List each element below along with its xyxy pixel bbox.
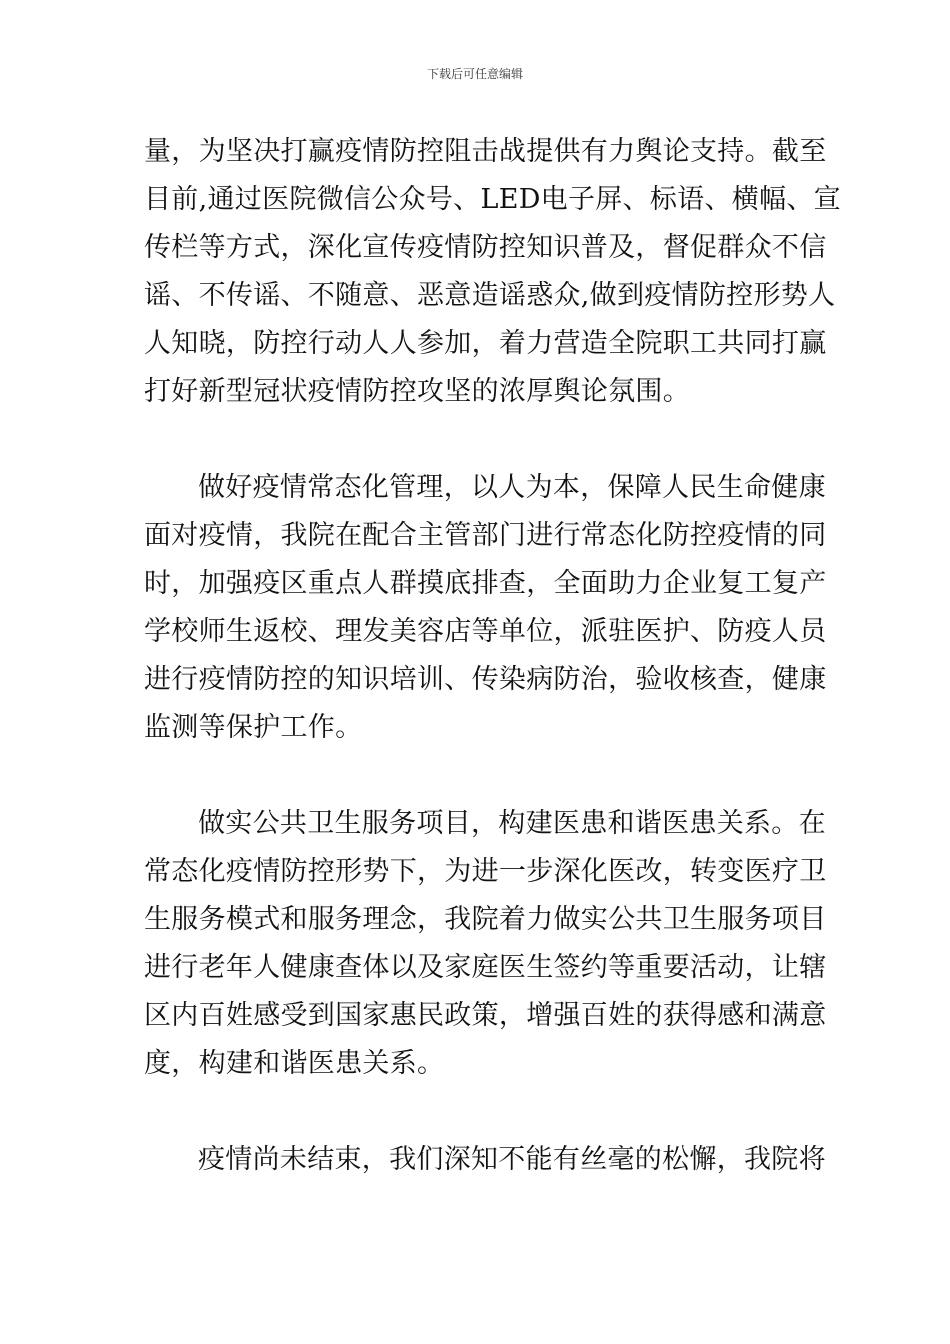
- text-line: 度，构建和谐医患关系。: [144, 1048, 445, 1079]
- text-line: 进行疫情防控的知识培训、传染病防治，验收核查，健康: [144, 664, 827, 695]
- text-line: 常态化疫情防控形势下，为进一步深化医改，转变医疗卫: [144, 856, 827, 887]
- text-line: 监测等保护工作。: [144, 712, 363, 743]
- text-line: 打好新型冠状疫情防控攻坚的浓厚舆论氛围。: [144, 376, 690, 407]
- text-line: 做好疫情常态化管理，以人为本，保障人民生命健康: [198, 472, 826, 503]
- paragraph-4: [144, 1136, 826, 1184]
- text-line: 面对疫情，我院在配合主管部门进行常态化防控疫情的同: [144, 520, 827, 551]
- text-line: 量，为坚决打赢疫情防控阻击战提供有力舆论支持。截至: [144, 136, 827, 167]
- paragraph-1: [144, 128, 841, 416]
- page-header: 下载后可任意编辑: [426, 67, 523, 81]
- text-line: 区内百姓感受到国家惠民政策，增强百姓的获得感和满意: [144, 1000, 827, 1031]
- text-line: 生服务模式和服务理念，我院着力做实公共卫生服务项目: [144, 904, 827, 935]
- text-line: 做实公共卫生服务项目，构建医患和谐医患关系。在: [198, 808, 826, 839]
- document-body: [144, 128, 841, 1232]
- text-line: 目前,通过医院微信公众号、LED电子屏、标语、横幅、宣: [144, 184, 841, 215]
- text-line: 学校师生返校、理发美容店等单位，派驻医护、防疫人员: [144, 616, 827, 647]
- text-line: 进行老年人健康查体以及家庭医生签约等重要活动，让辖: [144, 952, 827, 983]
- text-line: 时，加强疫区重点人群摸底排查，全面助力企业复工复产: [144, 568, 827, 599]
- text-line: 谣、不传谣、不随意、恶意造谣惑众,做到疫情防控形势人: [144, 280, 836, 311]
- text-line: 人知晓，防控行动人人参加，着力营造全院职工共同打赢: [144, 328, 827, 359]
- text-line: 疫情尚未结束，我们深知不能有丝毫的松懈，我院将: [198, 1144, 826, 1175]
- text-line: 传栏等方式，深化宣传疫情防控知识普及，督促群众不信: [144, 232, 827, 263]
- paragraph-2: [144, 464, 827, 752]
- paragraph-3: [144, 800, 827, 1088]
